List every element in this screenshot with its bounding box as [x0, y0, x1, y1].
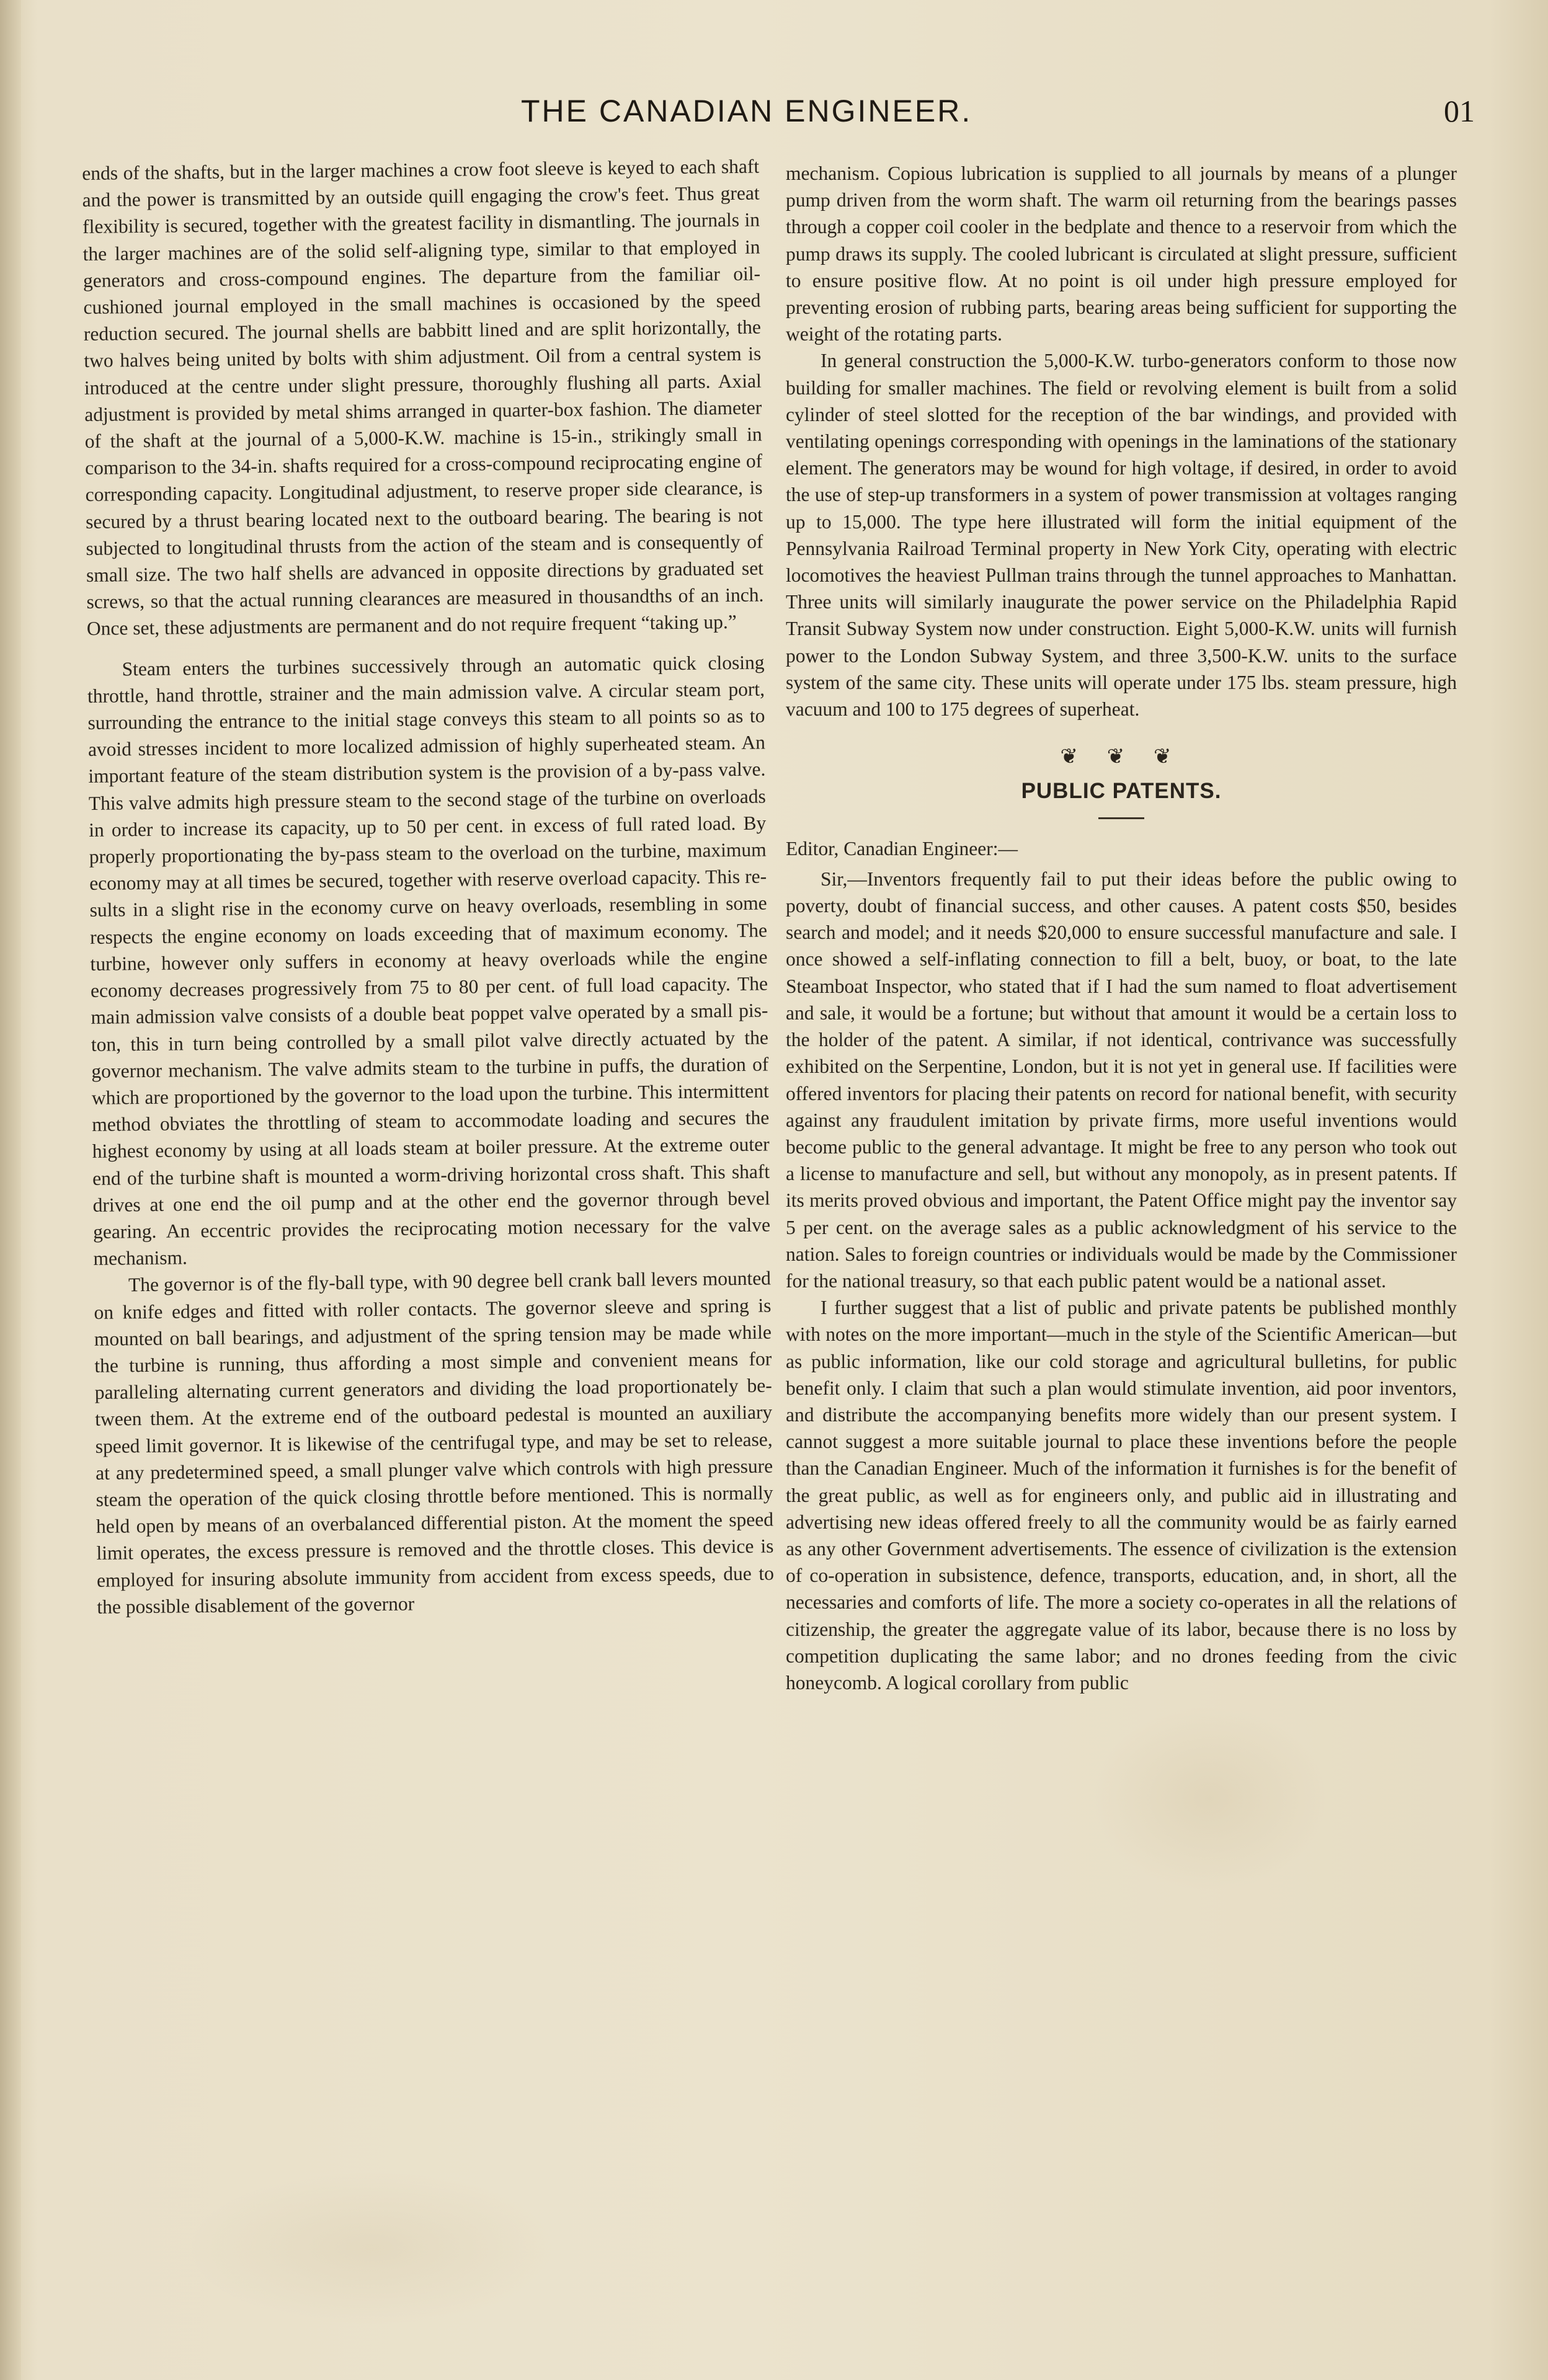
journal-title: THE CANADIAN ENGINEER.: [521, 94, 972, 128]
letter-paragraph: I further suggest that a list of public and private patents be published monthly with notes on the more important—much in the style of the Scientific American—but as public information, like our cold storage and agricultural bulletins, for public benefit only. I claim that such a plan would stimulate invention, aid poor inventors, and distribute the accompanying benefits more widely than our present system. I cannot suggest a more suitable journal to place these inventions before the people than the Canadian Engineer. Much of the information it furnishes is for the benefit of the great public, as well as for engineers only, and public aid in illustrating and advertising new ideas offered freely to all the community would be as fairly earned as any other Government advertisements. The essence of civilization is the extension of co-operation in subsistence, defence, transports, education, and, in short, all the necessaries and comforts of life. The more a society co-operates in all the relations of citizenship, the greater the aggregate value of its labor, because there is no loss by competition duplicating the same labor; and no drones feeding from the civic honeycomb. A logical corollary from public: [786, 1297, 1457, 1694]
letter-salutation: Editor, Canadian Engineer:—: [786, 837, 1018, 859]
left-column: [82, 153, 775, 1620]
body-paragraph: The governor is of the fly-ball type, with 90 degree bell crank ball levers mounted on knife edges and fitted with roller contacts. The governor sleeve and spring is mounted on ball bearings, and adjustment of the spring tension may be made while the turbine is running, thus affording a most simple and convenient means for paralleling alternating current generators and dividing the load proportionately between them. At the extreme end of the outboard pedestal is mounted an auxiliary speed limit governor. It is likewise of the centrifugal type, and may be set to release, at any predetermined speed, a small plunger valve which controls with high pressure steam the operation of the quick closing throttle before mentioned. This is normally held open by means of an overbalanced differential piston. At the moment the speed limit operates, the excess pressure is removed and the throttle closes. This device is employed for insuring absolute immunity from accident from excess speeds, due to the possible disablement of the governor: [94, 1267, 775, 1618]
running-head: [0, 93, 1548, 136]
body-paragraph: Steam enters the turbines successively through an automatic quick closing throttle, hand throttle, strainer and the main admission valve. A circular steam port, surrounding the entrance to the initial stage conveys this steam to all points so as to avoid stresses incident to more localized admission of highly superheated steam. An important feature of the steam distribution system is the provision of a by-pass valve. This valve admits high pressure steam to the second stage of the turbine on overloads in order to increase its capacity, up to 50 per cent. in excess of full rated load. By properly proportionating the by-pass steam to the overload on the turbine, maximum economy may at all times be secured, together with reserve overload capacity. This results in a slight rise in the economy curve on heavy overloads, resembling in some respects the engine economy on loads exceeding that of maximum economy. The turbine, however only suffers in economy at heavy overloads while the engine economy decreases progressively from 75 to 80 per cent. of full load capacity. The main admission valve consists of a double beat poppet valve operated by a small piston, this in turn being controlled by a small pilot valve directly actuated by the governor mechanism. The valve admits steam to the turbine in puffs, the duration of which are proportioned by the governor to the load upon the turbine. This intermittent method obviates the throttling of steam to accommodate loading and secures the highest economy by using at all loads steam at boiler pressure. At the extreme outer end of the turbine shaft is mounted a worm-driving horizontal cross shaft. This shaft drives at one end the oil pump and at the other end the governor through bevel gearing. An eccentric provides the reciprocating motion necessary for the valve mechanism.: [87, 651, 771, 1270]
letter-paragraph: Sir,—Inventors frequently fail to put their ideas before the public owing to poverty, doubt of financial success, and other causes. A patent costs $50, besides search and model; and it needs $20,000 to ensure successful manufacture and sale. I once showed a self-inflating connection to fill a belt, buoy, or boat, to the late Steamboat Inspector, who stated that if I had the sum named to float advertisement and sale, it would be a fortune; but without that amount it would be a certain loss to the holder of the patent. A similar, if not identical, contrivance was successfully exhibited on the Serpentine, London, but it is not yet in general use. If facilities were offered inventors for placing their patents on record for national benefit, with security against any fraudulent imitation by private firms, more useful inventions would become public to the general advantage. It might be free to any person who took out a license to manufacture and sell, but without any monopoly, as in present patents. If its merits proved obvious and important, the Patent Office might pay the inventor say 5 per cent. on the average sales as a public acknowledgment of his service to the nation. Sales to foreign countries or individuals would be made by the Commissioner for the national treasury, so that each public patent would be a national asset.: [786, 868, 1457, 1292]
heading-rule: [1098, 817, 1144, 819]
body-paragraph: mechanism. Copious lubrication is supplied to all journals by means of a plunger pump driven from the worm shaft. The warm oil returning from the bearings passes through a copper coil cooler in the bedplate and thence to a reservoir from which the pump draws its supply. The cooled lubricant is circulated at slight pressure, sufficient to ensure positive flow. At no point is oil under high pressure employed for preventing erosion of rubbing parts, bearing areas being sufficient for supporting the weight of the rotating parts.: [786, 162, 1457, 345]
page-number: 01: [1444, 94, 1475, 128]
right-column: [786, 160, 1457, 1696]
paper-stain: [1092, 1705, 1327, 1891]
section-heading: PUBLIC PATENTS.: [1021, 779, 1222, 804]
body-paragraph: In general construction the 5,000-K.W. turbo-generators conform to those now building for smaller machines. The field or revolving element is built from a solid cylinder of steel slotted for the reception of the bar windings, and provided with ventilating openings corresponding with openings in the laminations of the stationary element. The generators may be wound for high voltage, if desired, in order to avoid the use of step-up transformers in a system of power transmission at voltages ranging up to 15,000. The type here illustrated will form the initial equipment of the Pennsylvania Railroad Terminal property in New York City, operating with electric locomotives the heaviest Pullman trains through the tunnel approaches to Manhattan. Three units will similarly inaugurate the power service on the Philadelphia Rapid Transit Subway System now under construction. Eight 5,000-K.W. units will furnish power to the London Subway System, and three 3,500-K.W. units to the surface system of the same city. These units will operate under 175 lbs. steam pressure, high vacuum and 100 to 175 degrees of superheat.: [786, 350, 1457, 721]
section-ornament: ❦ ❦ ❦: [1060, 744, 1183, 770]
body-paragraph: ends of the shafts, but in the larger machines a crow foot sleeve is keyed to each shaft and the power is transmitted by an outside quill engaging the crow's feet. Thus great flexibility is secured, together with the greatest facility in dismantling. The journals in the larger machines are of the solid self-aligning type, similar to that employed in generators and cross-compound engines. The departure from the familiar oil-cushioned journal employed in the small machines is occasioned by the speed reduction secured. The journal shells are babbitt lined and are split horizontally, the two halves being united by bolts with shim adjustment. Oil from a central system is introduced at the centre under slight pressure, thoroughly flushing all parts. Axial adjustment is provided by metal shims arranged in quarter-box fashion. The diameter of the shaft at the journal of a 5,000-K.W. machine is 15-in., strikingly small in comparison to the 34-in. shafts required for a cross-compound reciprocating engine of corresponding capacity. Longitudinal adjustment, to reserve proper side clearance, is secured by a thrust bearing located next to the outboard bearing. The bearing is not subjected to longitudinal thrusts from the action of the steam and is consequently of small size. The two half shells are advanced in opposite directions by graduated set screws, so that the actual running clearances are measured in thousandths of an inch. Once set, these adjustments are permanent and do not require frequent “taking up.”: [82, 155, 764, 640]
binding-fold: [0, 0, 21, 2380]
paper-stain: [186, 2170, 558, 2325]
